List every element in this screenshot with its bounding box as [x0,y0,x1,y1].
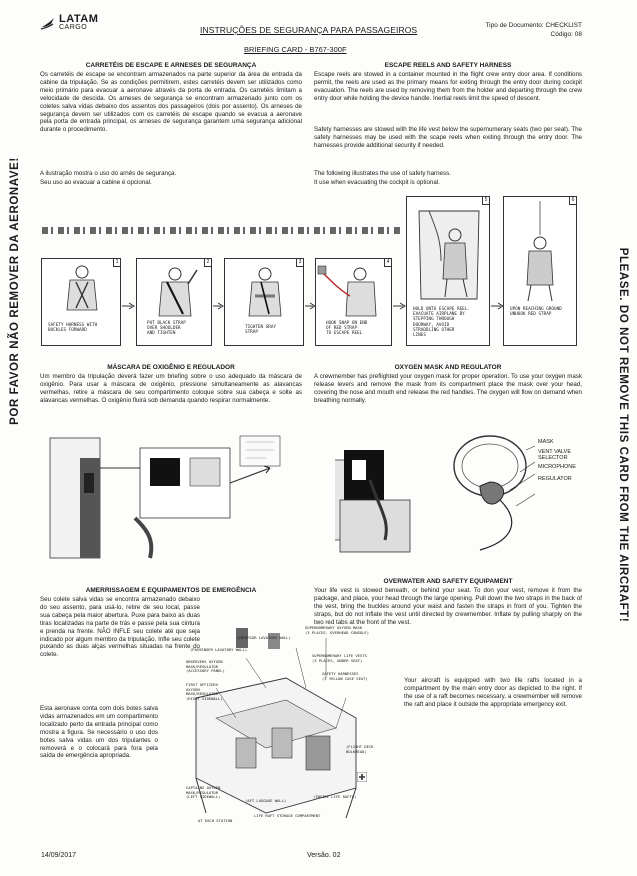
step-number: 6 [569,197,576,205]
arrow-icon [393,297,407,315]
escape-pt-note2: Seu uso ao evacuar a cabine é opcional. [40,179,152,186]
step-caption: HOOK SNAP ON END OF RED STRAP TO ESCAPE REEL [326,321,368,337]
footer-date: 14/09/2017 [41,852,77,859]
water-en-heading: OVERWATER AND SAFETY EQUIPAMENT [383,578,513,585]
cabin-label-aft-luggage: (AFT LUGGAGE WALL) [245,798,287,803]
escape-pt-heading: CARRETÉIS DE ESCAPE E ARNESES DE SEGURANÇA [85,62,257,69]
harness-figure-icon [316,262,393,318]
cabin-label-first-officer-oxygen: FIRST OFFICERS OXYGEN MASK/REGULATOR (RIGHT SIDEWALL) [186,682,223,701]
step-number: 5 [482,197,489,205]
step-caption: HOLD ONTO ESCAPE REEL. EVACUATE AIRPLANE BY STEPPING THROUGH DOORWAY, AVOID STRADDLING OTHER LINES [413,307,470,339]
cabin-label-safety-harnesses: SAFETY HARNESSES (3 YELLOW CASE SEAT) [322,671,368,681]
escape-door-figure-icon [407,201,491,301]
right-banner-text: PLEASE. DO NOT REMOVE THIS CARD FROM THE AIRCRAFT! [617,247,629,623]
document-title: INSTRUÇÕES DE SEGURANÇA PARA PASSAGEIROS [200,25,418,35]
escape-en-body1: Escape reels are stowed in a container mounted in the flight crew entry door area. If conditions permit, the reels are used as the primary means for exiting through the entry door during cockpit evacuation. The reels are used by removing them from the holder and departing through the crew entry door while holding the device handle. Inertial reels limit the speed of descent. [314,71,582,102]
oxygen-en-body: A crewmember has preflighted your oxygen mask for proper operation. To use your oxygen mask release levers and remove the mask from its compartment place the mask over your head, covering the nose and mouth end release the red handles. The oxygen will flow on demand when breathing normally. [314,373,582,404]
mask-label: MASK [538,439,554,445]
escape-en-note1: The following illustrates the use of safety harness. [314,170,451,177]
latam-logo-icon [40,15,56,31]
ground-figure-icon [504,201,578,301]
step-number: 1 [113,259,120,267]
cabin-label-each-station: AT EACH STATION [198,818,233,823]
harness-step-4 [315,258,392,346]
water-pt-body2: Esta aeronave conta com dois botes salva vidas armazenados em um compartimento localizado perto da entrada principal como mostra a figura. Se necessário o uso dos botes salva vidas um dos tripulantes o removerá e o colocará para fora pela saída de emergência apropriada. [40,705,158,760]
escape-en-body2: Safety harnesses are stowed with the life vest below the supernumerary seats (two per seat). The safety harnesses may be used with the scape reels when exiting through the entry door. The harnesses provide additional security if needed. [314,126,582,149]
step-number: 2 [204,259,211,267]
step-caption: TIGHTEN GRAY STRAP [245,325,277,336]
vent-valve-label: VENT VALVE SELECTOR [538,449,572,461]
document-code: Código: 08 [550,31,582,38]
step-number: 4 [384,259,391,267]
escape-pt-body: Os carretéis de escape se encontram armazenados na parte superior da área de entrada da cabine da tripulação. Se as condições permitirem, estes carretéis devem ser utilizados como meio primário para evacuar a aeronave através da porta de entrada. Os carretéis limitam a velocidade de descida. Os arneses de segurança se encontram armazenado junto com os coletes salva vidas debaixo dos assentos dos passageiros (dois por assento). Os arneses de segurança devem ser utilizados com os carretéis de escape quando se evacua a aeronave pela porta de entrada principal, os arneses de segurança garantem uma segurança adicional durante o procedimento. [40,71,302,134]
logo-sub: CARGO [59,24,88,31]
water-pt-body1: Seu colete salva vidas se encontra armazenado debaixo do seu assento, para usá-lo, retire de seu local, passe sua cabeça pela maior abertura. Puxe para baixo as duas tiras localizadas na parte de trás e passe pela sua cintura e prenda na frente. NÃO INFLE seu colete até que seja indicado por algum membro da tripulação. Infle seu colete puxando as duas alças vermelhas situadas na frente do colete. [40,596,200,659]
first-aid-icon [357,772,367,782]
harness-figure-icon [225,262,305,318]
cabin-label-inside-rafts: (INSIDE LIFE RAFTS) [313,794,357,799]
oxygen-en-heading: OXYGEN MASK AND REGULATOR [394,364,502,371]
step-caption: SAFETY HARNESS WITH BUCKLES FORWARD [48,323,98,334]
left-banner-text: POR FAVOR NÃO REMOVER DA AERONAVE! [9,157,21,425]
water-en-body1: Your life vest is stowed beneath, or behind your seat. To don your vest, remove it from the package, and place, your head through the large opening. Pull down the two straps in the back of the vest, bring the buckles around your waist and fasten the straps in front of you. Tighten the straps, but do not inflate the vest until directed by crewmember. Inflate by pulling sharply on the two red tabs at the front of the vest. [314,587,582,626]
cabin-label-passenger-lavatory: (PASSENGER LAVATORY WALL) [190,647,248,652]
harness-step-3 [224,258,304,346]
step-number: 3 [296,259,303,267]
document-meta [467,21,582,39]
cabin-label-oxygen-mask: SUPERNUMERARY OXYGEN MASK (3 PLACES, OVERHEAD CONSOLE) [305,625,370,635]
footer-version: Versão. 02 [307,852,341,859]
water-en-body2: Your aircraft is equipped with two life rafts located in a compartment by the main entry door as depicted to the right. If the use of a raft becomes necessary, a crewmember will remove the raft and place it outside the appropriate emergency exit. [404,677,582,708]
escape-en-note2: It use when evacuating the cockpit is optional. [314,179,440,186]
step-caption: UPON REACHING GROUND UNHOOK RED STRAP [510,307,562,318]
harness-step-6 [503,196,577,346]
scan-artifact-strip [42,227,402,234]
cabin-label-interior-lavatory: (INTERIOR LAVATORY WALL) [236,635,291,640]
regulator-label: REGULATOR [538,476,572,482]
microphone-label: MICROPHONE [538,464,576,470]
harness-step-2 [136,258,212,346]
briefing-subtitle: BRIEFING CARD - B767-300F [244,45,347,54]
oxygen-pt-body: Um membro da tripulação deverá fazer um briefing sobre o uso adequado da máscara de oxigênio. Para usar a máscara de oxigênio, pressione simultaneamente as alavancas vermelhas, retire a máscara de seu compartimento coloque sobre sua cabeça e solte as alavancas vermelhas. O oxigênio fluirá sob demanda quando respirar normalmente. [40,373,302,404]
cabin-label-life-vests: SUPERNUMERARY LIFE VESTS (3 PLACES, UNDER SEAT) [312,653,367,663]
latam-logo [40,14,98,32]
cabin-label-observers-oxygen: OBSERVERS OXYGEN MASK/REGULATOR (ACCESSORY PANEL) [186,659,225,673]
step-caption: PUT BLACK STRAP OVER SHOULDER AND TIGHTEN [147,321,186,337]
document-type: Tipo de Documento: CHECKLIST [485,22,582,29]
cabin-label-flight-deck: (FLIGHT DECK BULKHEAD) [346,744,374,754]
arrow-icon [122,297,136,315]
harness-figure-icon [42,262,122,312]
oxygen-mask-compartment-illustration [40,428,310,568]
water-pt-heading: AMERRISSAGEM E EQUIPAMENTOS DE EMERGÊNCIA [85,587,257,594]
cabin-label-raft-storage: LIFE RAFT STORAGE COMPARTMENT [254,813,321,818]
cabin-label-captain-oxygen: CAPTAINS OXYGEN MASK/REGULATOR (LEFT SIDEWALL) [186,785,221,799]
harness-step-5 [406,196,490,346]
oxygen-pt-heading: MÁSCARA DE OXIGÊNIO E REGULADOR [107,364,235,371]
escape-en-heading: ESCAPE REELS AND SAFETY HARNESS [384,62,512,69]
escape-pt-note1: A ilustração mostra o uso do arnês de segurança. [40,170,177,177]
harness-figure-icon [137,262,213,318]
logo-name: LATAM [59,13,99,25]
harness-step-1 [41,258,121,346]
